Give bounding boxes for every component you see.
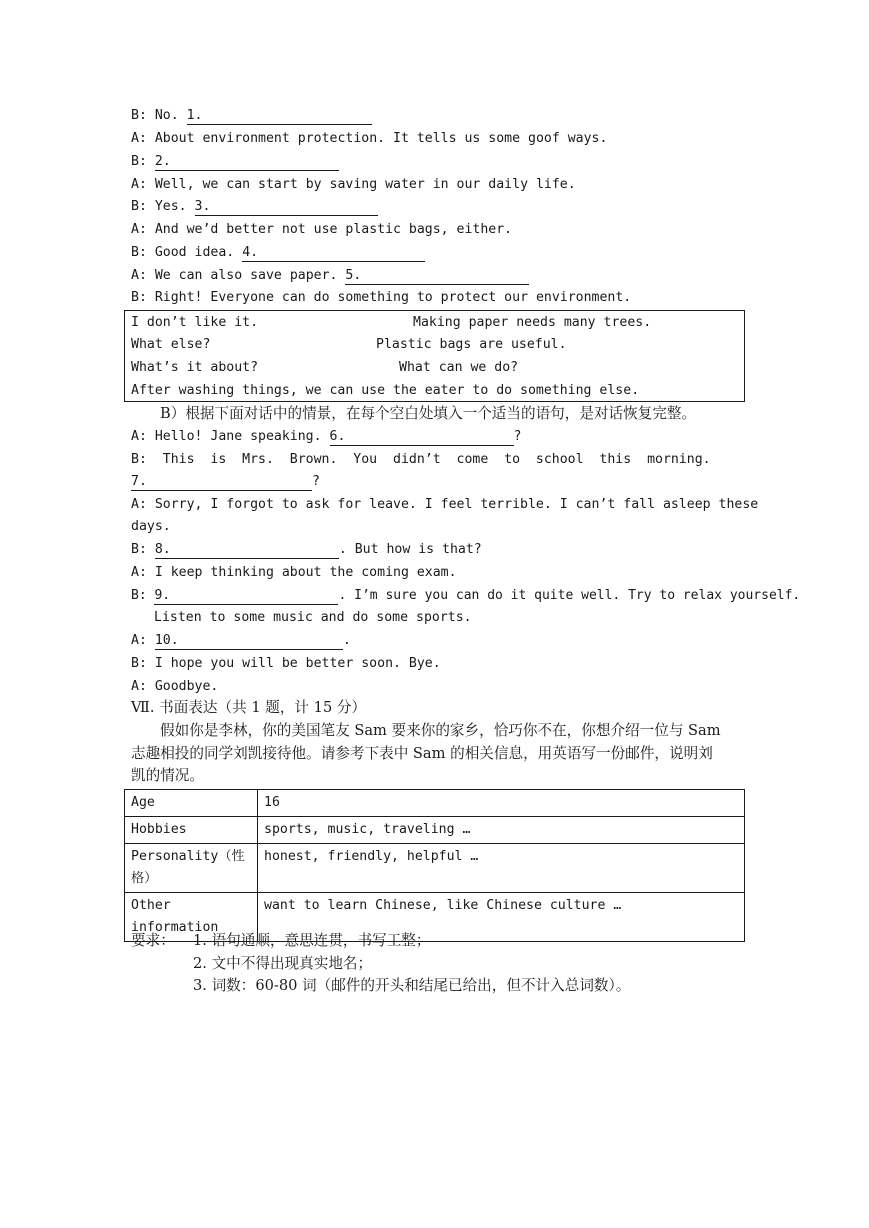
table-label: Personality（性格）: [125, 844, 258, 893]
table-value: sports, music, traveling …: [258, 817, 745, 844]
table-value: honest, friendly, helpful …: [258, 844, 745, 893]
table-label: Hobbies: [125, 817, 258, 844]
dialogue-b-line-3: 7. ?: [131, 474, 320, 489]
table-label: Other information: [125, 893, 258, 942]
dialogue-b-line-8: B: 9. . I’m sure you can do it quite well. Try to relax yourself.: [131, 588, 801, 603]
dialogue-a-line-5: B: Yes. 3.: [131, 198, 378, 216]
option-item: Making paper needs many trees.: [413, 315, 652, 330]
answer-blank-9[interactable]: 9.: [154, 588, 338, 605]
dialogue-b-line-4: A: Sorry, I forgot to ask for leave. I feel terrible. I can’t fall asleep these: [131, 497, 759, 512]
table-label: Age: [125, 790, 258, 817]
dialogue-a-line-6: A: And we’d better not use plastic bags, either.: [131, 222, 513, 237]
table-row: [125, 844, 745, 893]
dialogue-a-line-9: B: Right! Everyone can do something to protect our environment.: [131, 290, 632, 305]
dialogue-b-line-1: A: Hello! Jane speaking. 6. ?: [131, 429, 522, 444]
dialogue-b-line-9: Listen to some music and do some sports.: [154, 610, 472, 625]
dialogue-a-line-2: A: About environment protection. It tells us some goof ways.: [131, 131, 608, 146]
answer-blank-10[interactable]: 10.: [155, 633, 343, 650]
dialogue-b-line-11: B: I hope you will be better soon. Bye.: [131, 656, 441, 671]
answer-blank-4[interactable]: 4.: [242, 245, 425, 262]
answer-blank-6[interactable]: 6.: [330, 429, 514, 446]
dialogue-a-line-8: A: We can also save paper. 5.: [131, 267, 529, 285]
option-item: What can we do?: [399, 360, 519, 375]
writing-prompt-line-2: 志趣相投的同学刘凯接待他。请参考下表中 Sam 的相关信息，用英语写一份邮件，说明刘: [131, 745, 713, 762]
dialogue-a-line-7: B: Good idea. 4.: [131, 244, 425, 262]
dialogue-a-line-3: B: 2.: [131, 153, 339, 171]
dialogue-b-line-5: days.: [131, 519, 171, 534]
answer-blank-7[interactable]: 7.: [131, 474, 312, 491]
requirement-item: 2. 文中不得出现真实地名；: [193, 955, 373, 972]
dialogue-b-line-7: A: I keep thinking about the coming exam.: [131, 565, 457, 580]
answer-blank-1[interactable]: 1.: [187, 108, 372, 125]
table-row: [125, 790, 745, 817]
dialogue-b-line-6: B: 8. . But how is that?: [131, 542, 482, 557]
table-row: [125, 817, 745, 844]
section-b-instruction: B）根据下面对话中的情景，在每个空白处填入一个适当的语句，是对话恢复完整。: [160, 405, 697, 422]
answer-blank-5[interactable]: 5.: [345, 268, 529, 285]
option-item: After washing things, we can use the eater to do something else.: [131, 383, 640, 398]
dialogue-b-line-12: A: Goodbye.: [131, 679, 219, 694]
option-item: I don’t like it.: [131, 315, 259, 330]
table-value: want to learn Chinese, like Chinese culture …: [258, 893, 745, 942]
options-box: [124, 310, 745, 402]
answer-blank-8[interactable]: 8.: [155, 542, 339, 559]
dialogue-a-line-1: B: No. 1.: [131, 107, 372, 125]
writing-prompt-line-3: 凯的情况。: [131, 767, 204, 784]
answer-blank-2[interactable]: 2.: [155, 154, 339, 171]
requirements-label: 要求：: [131, 932, 175, 949]
option-item: What’s it about?: [131, 360, 259, 375]
writing-prompt-line-1: 假如你是李林，你的美国笔友 Sam 要来你的家乡，恰巧你不在，你想介绍一位与 Sam: [160, 722, 721, 739]
option-item: What else?: [131, 337, 211, 352]
dialogue-b-line-2: B: This is Mrs. Brown. You didn’t come to school this morning.: [131, 452, 711, 467]
option-item: Plastic bags are useful.: [376, 337, 567, 352]
answer-blank-3[interactable]: 3.: [195, 199, 378, 216]
dialogue-b-line-10: A: 10. .: [131, 633, 351, 648]
dialogue-a-line-4: A: Well, we can start by saving water in our daily life.: [131, 177, 576, 192]
table-value: 16: [258, 790, 745, 817]
writing-heading: Ⅶ. 书面表达（共 1 题，计 15 分）: [131, 699, 367, 716]
info-table: [124, 789, 745, 942]
requirement-item: 1. 语句通顺，意思连贯，书写工整；: [193, 932, 431, 949]
requirement-item: 3. 词数：60-80 词（邮件的开头和结尾已给出，但不计入总词数）。: [193, 977, 631, 994]
